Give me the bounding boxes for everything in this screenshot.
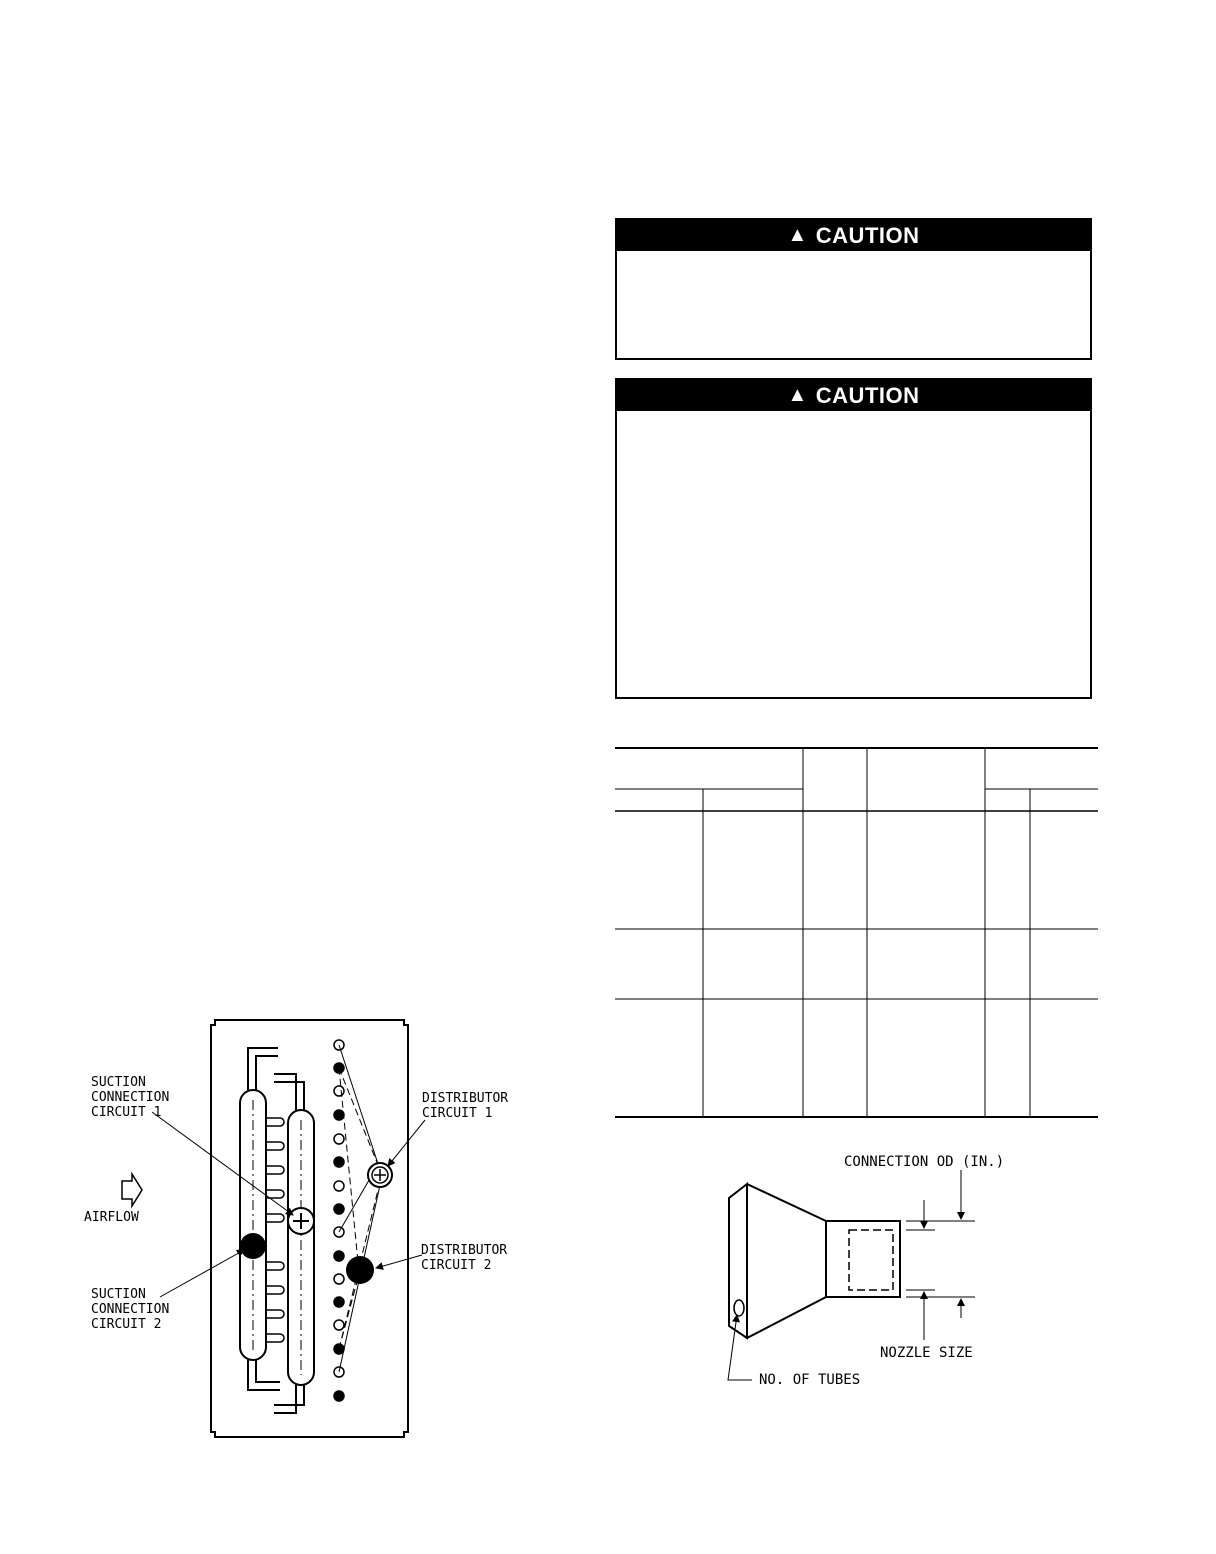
distributor-circuit-2-lines [339,1068,378,1349]
label-nozzle-size: NOZZLE SIZE [880,1345,973,1361]
label-no-of-tubes: NO. OF TUBES [759,1372,861,1388]
tube-open [334,1134,344,1144]
warning-triangle-icon: ▲ [787,224,808,246]
tube-open [334,1181,344,1191]
tube-open [334,1086,344,1096]
label-distributor-circuit-1-line-1: DISTRIBUTOR [422,1091,509,1106]
leader-distributor-circuit-2 [376,1255,422,1268]
tube-open [334,1274,344,1284]
tube-open [334,1320,344,1330]
riser-pipe-right-top [274,1074,296,1110]
caution-header-2 [617,380,1090,411]
caution-box-2 [615,378,1092,699]
label-airflow: AIRFLOW [84,1210,139,1225]
leader-suction-circuit-1 [152,1112,293,1215]
label-connection-od: CONNECTION OD (IN.) [844,1154,1005,1170]
tube-row [334,1040,344,1401]
leader-suction-circuit-2 [160,1250,244,1297]
label-suction-circuit-2-line-1: SUCTION [91,1287,146,1302]
warning-triangle-icon: ▲ [787,384,808,406]
label-suction-circuit-1-line-1: SUCTION [91,1075,146,1090]
distributor-cone [747,1184,826,1338]
caution-header-1 [617,220,1090,251]
riser-pipe-left-bottom [248,1360,280,1390]
caution-box-1 [615,218,1092,360]
tube-filled [334,1251,344,1261]
label-suction-circuit-1-line-2: CONNECTION [91,1090,170,1105]
label-suction-circuit-2-line-3: CIRCUIT 2 [91,1317,162,1332]
riser-pipe-left-top [248,1048,278,1090]
tube-filled [334,1391,344,1401]
caution-heading-1: CAUTION [815,222,920,248]
tube-filled [334,1157,344,1167]
leader-distributor-circuit-1 [388,1120,425,1166]
label-distributor-circuit-1-line-2: CIRCUIT 1 [422,1106,493,1121]
caution-heading-2: CAUTION [815,382,920,408]
tube-filled [334,1110,344,1120]
distributor-nozzle-figure [700,1140,1020,1400]
label-distributor-circuit-2-line-2: CIRCUIT 2 [421,1258,492,1273]
distributor-neck [826,1221,900,1297]
tube-filled [334,1204,344,1214]
label-suction-circuit-2-line-2: CONNECTION [91,1302,170,1317]
distributor-circuit-2-symbol [346,1256,374,1284]
tube-hole-icon [734,1300,744,1316]
airflow-arrow-icon [122,1174,142,1206]
label-distributor-circuit-2-line-1: DISTRIBUTOR [421,1243,508,1258]
tube-filled [334,1297,344,1307]
coil-circuit-figure [60,1010,530,1450]
suction-connection-circuit-2-symbol [240,1233,266,1259]
label-suction-circuit-1-line-3: CIRCUIT 1 [91,1105,162,1120]
